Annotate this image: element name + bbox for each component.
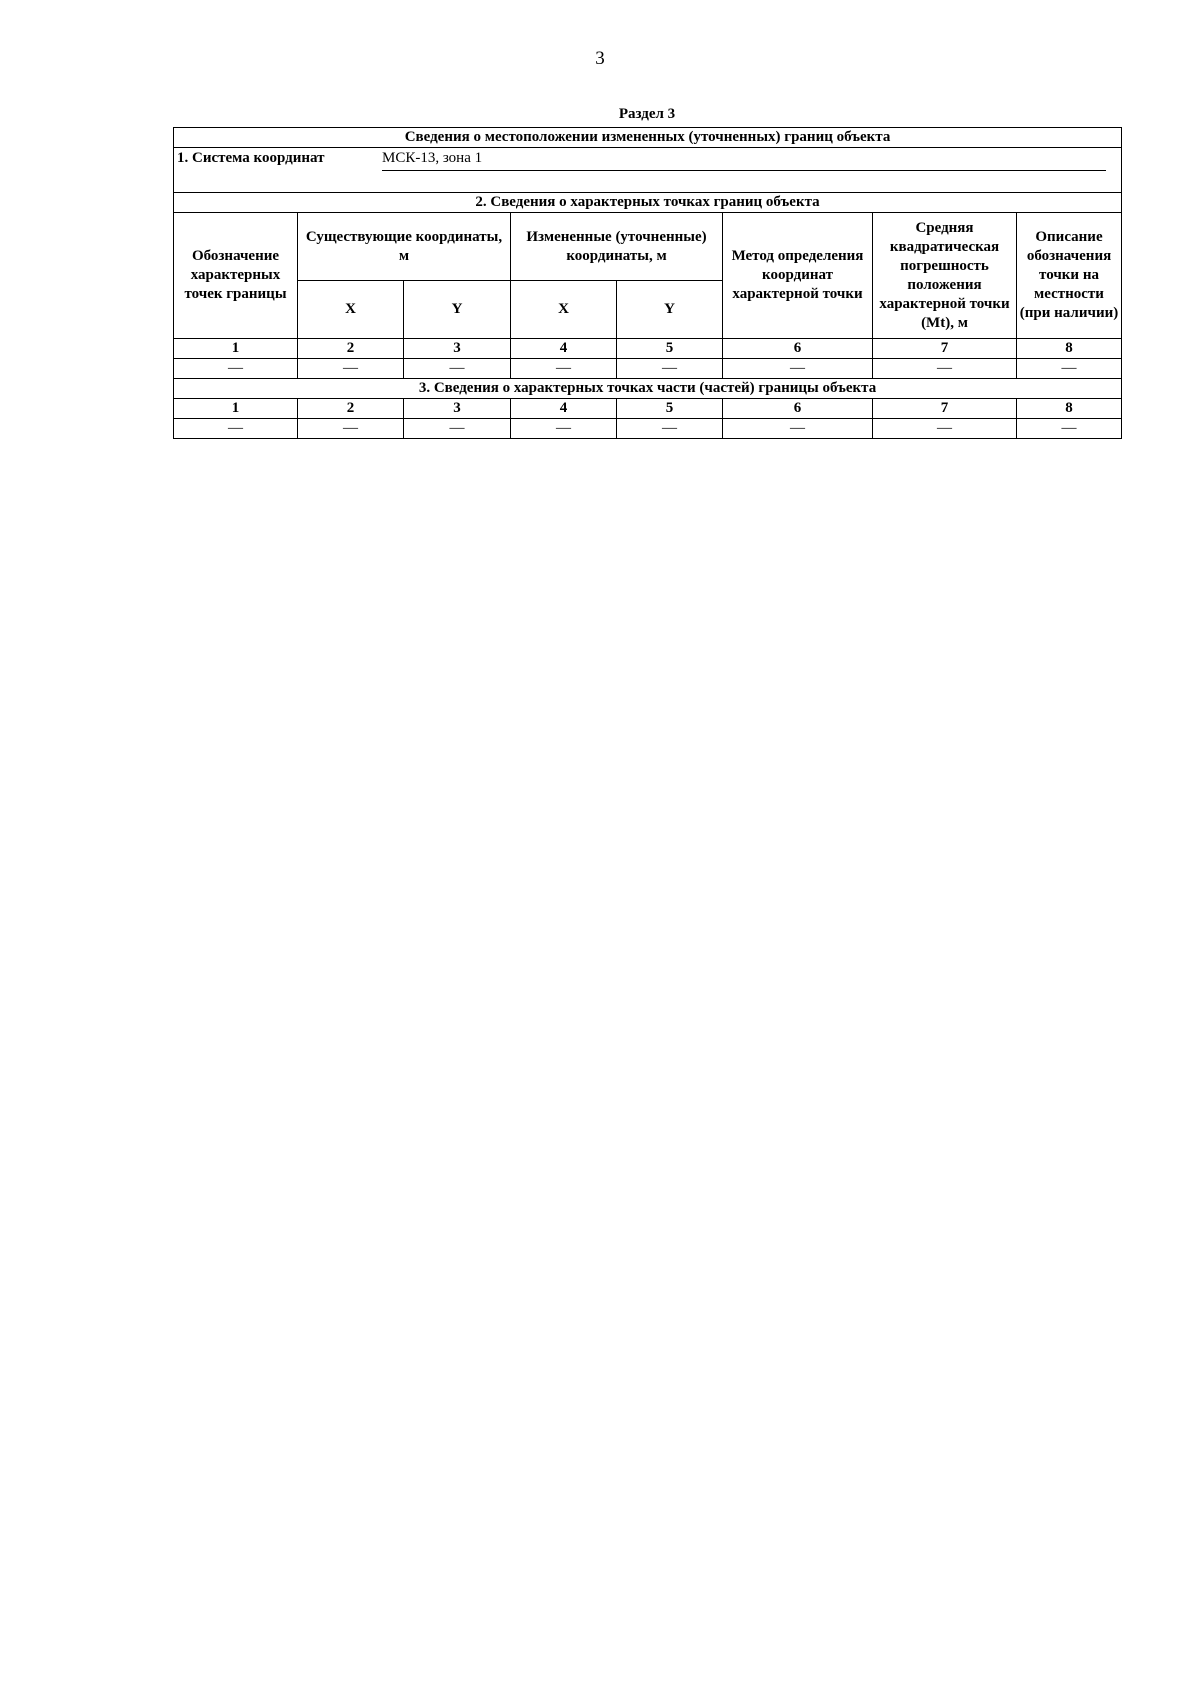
header-changed-y: Y <box>617 281 723 339</box>
header-existing-x: X <box>298 281 404 339</box>
coordinate-system-row <box>174 148 1122 193</box>
table-banner: Сведения о местоположении измененных (уточненных) границ объекта <box>174 128 1122 148</box>
table-cell: — <box>617 359 723 379</box>
table-cell: — <box>873 419 1017 439</box>
column-number-row <box>174 399 1122 419</box>
table-row <box>174 359 1122 379</box>
column-number: 1 <box>174 399 298 419</box>
header-error: Средняя квадратическая погрешность положения характерной точки (Mt), м <box>873 213 1017 339</box>
column-number: 6 <box>723 339 873 359</box>
part3-title-row <box>174 379 1122 399</box>
header-existing-y: Y <box>404 281 511 339</box>
table-cell: — <box>174 419 298 439</box>
column-number: 6 <box>723 399 873 419</box>
section-title: Раздел 3 <box>618 106 676 122</box>
table-cell: — <box>723 359 873 379</box>
column-number: 4 <box>511 339 617 359</box>
header-row-1 <box>174 213 1122 281</box>
table-cell: — <box>404 359 511 379</box>
column-number-row <box>174 339 1122 359</box>
table-cell: — <box>298 419 404 439</box>
column-number: 7 <box>873 339 1017 359</box>
table-cell: — <box>174 359 298 379</box>
part2-title-row <box>174 193 1122 213</box>
part3-title: 3. Сведения о характерных точках части (частей) границы объекта <box>174 379 1122 399</box>
header-changed-x: X <box>511 281 617 339</box>
header-changed-coordinates: Измененные (уточненные) координаты, м <box>511 213 723 281</box>
header-method: Метод определения координат характерной точки <box>723 213 873 339</box>
table-cell: — <box>511 419 617 439</box>
header-designation: Обозначение характерных точек границы <box>174 213 298 339</box>
table-cell: — <box>1017 419 1122 439</box>
coordinate-system-underline <box>382 170 1106 171</box>
coordinate-system-label: 1. Система координат <box>177 150 325 166</box>
header-description: Описание обозначения точки на местности (при наличии) <box>1017 213 1122 339</box>
table-cell: — <box>298 359 404 379</box>
column-number: 4 <box>511 399 617 419</box>
table-cell: — <box>873 359 1017 379</box>
header-existing-coordinates: Существующие координаты, м <box>298 213 511 281</box>
boundary-table <box>173 127 1122 439</box>
table-row <box>174 419 1122 439</box>
column-number: 7 <box>873 399 1017 419</box>
column-number: 1 <box>174 339 298 359</box>
table-cell: — <box>723 419 873 439</box>
part2-title: 2. Сведения о характерных точках границ объекта <box>174 193 1122 213</box>
column-number: 8 <box>1017 399 1122 419</box>
table-cell: — <box>511 359 617 379</box>
column-number: 3 <box>404 339 511 359</box>
coordinate-system-value: МСК-13, зона 1 <box>382 150 483 166</box>
column-number: 5 <box>617 399 723 419</box>
column-number: 2 <box>298 339 404 359</box>
table-cell: — <box>1017 359 1122 379</box>
column-number: 8 <box>1017 339 1122 359</box>
table-cell: — <box>404 419 511 439</box>
column-number: 5 <box>617 339 723 359</box>
table-cell: — <box>617 419 723 439</box>
banner-row <box>174 128 1122 148</box>
page-number: 3 <box>595 48 605 69</box>
column-number: 3 <box>404 399 511 419</box>
column-number: 2 <box>298 399 404 419</box>
